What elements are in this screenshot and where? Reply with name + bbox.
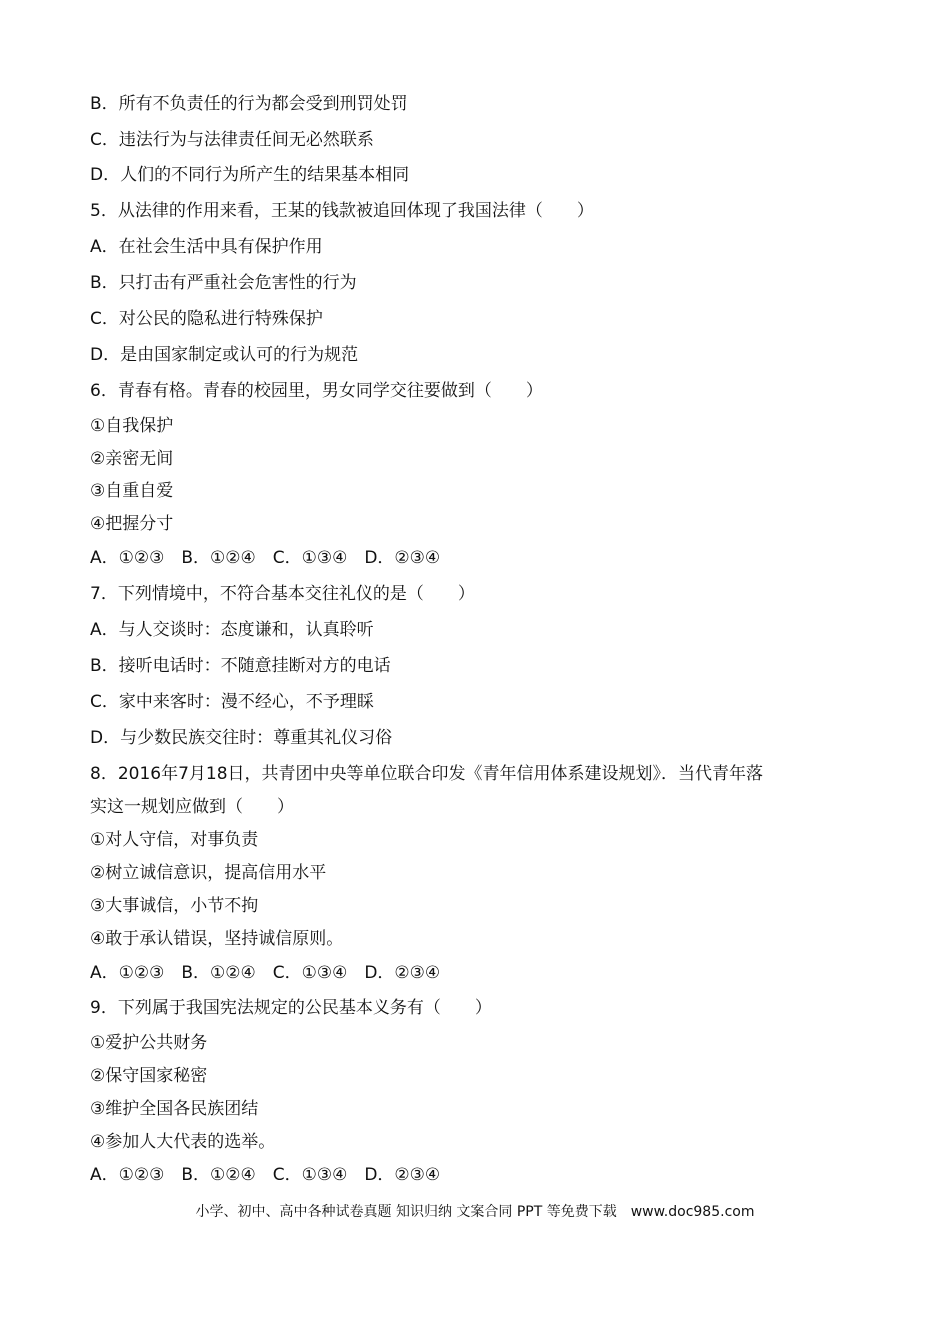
text-line: C．家中来客时：漫不经心，不予理睬: [90, 692, 374, 712]
text-line: D．人们的不同行为所产生的结果基本相同: [90, 165, 410, 185]
text-line: ②树立诚信意识，提高信用水平: [90, 863, 327, 883]
text-line: ①爱护公共财务: [90, 1033, 208, 1053]
text-line: 7．下列情境中，不符合基本交往礼仪的是（ ）: [90, 584, 475, 604]
text-line: B．接听电话时：不随意挂断对方的电话: [90, 656, 391, 676]
text-line: A．①②③ B．①②④ C．①③④ D．②③④: [90, 548, 441, 568]
text-line: ④敢于承认错误，坚持诚信原则。: [90, 929, 344, 949]
text-line: D．与少数民族交往时：尊重其礼仪习俗: [90, 728, 393, 748]
text-line: ④把握分寸: [90, 514, 174, 534]
text-line: ①自我保护: [90, 416, 174, 436]
text-line: C．违法行为与法律责任间无必然联系: [90, 130, 374, 150]
text-line: ③维护全国各民族团结: [90, 1099, 259, 1119]
text-line: ②保守国家秘密: [90, 1066, 208, 1086]
text-line: B．所有不负责任的行为都会受到刑罚处罚: [90, 94, 408, 114]
text-line: A．与人交谈时：态度谦和，认真聆听: [90, 620, 374, 640]
text-line: C．对公民的隐私进行特殊保护: [90, 309, 323, 329]
text-line: 6．青春有格。青春的校园里，男女同学交往要做到（ ）: [90, 381, 543, 401]
text-line: 9．下列属于我国宪法规定的公民基本义务有（ ）: [90, 998, 492, 1018]
text-line: 实这一规划应做到（ ）: [90, 797, 294, 817]
text-line: ①对人守信，对事负责: [90, 830, 259, 850]
text-line: 8．2016年7月18日，共青团中央等单位联合印发《青年信用体系建设规划》．当代青年落: [90, 764, 764, 784]
text-line: B．只打击有严重社会危害性的行为: [90, 273, 357, 293]
text-line: A．①②③ B．①②④ C．①③④ D．②③④: [90, 963, 441, 983]
text-line: ②亲密无间: [90, 449, 174, 469]
text-line: A．①②③ B．①②④ C．①③④ D．②③④: [90, 1165, 441, 1185]
page-footer: 小学、初中、高中各种试卷真题 知识归纳 文案合同 PPT 等免费下载 www.doc985.com: [195, 1204, 755, 1220]
text-line: D．是由国家制定或认可的行为规范: [90, 345, 359, 365]
text-line: ③自重自爱: [90, 481, 174, 501]
text-line: 5．从法律的作用来看，王某的钱款被追回体现了我国法律（ ）: [90, 201, 594, 221]
text-line: ③大事诚信，小节不拘: [90, 896, 259, 916]
text-line: A．在社会生活中具有保护作用: [90, 237, 323, 257]
text-line: ④参加人大代表的选举。: [90, 1132, 276, 1152]
